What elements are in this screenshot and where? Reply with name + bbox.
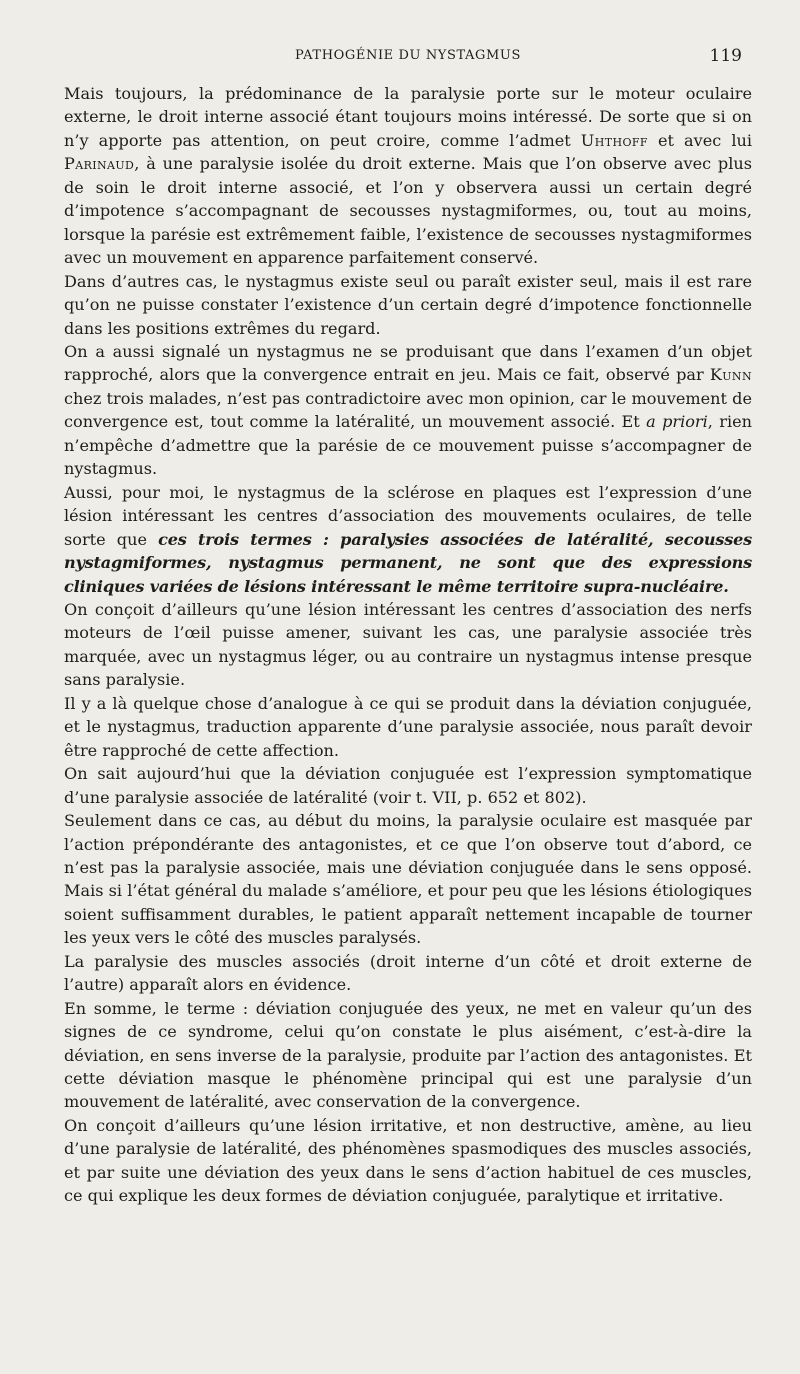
paragraph-4-text-a: Aussi, pour moi, le nystagmus de la sclérose en plaques est l’expression d’une lésion intéressant les centres d’association des mouvements oculaires, de telle sorte que: [64, 482, 752, 549]
paragraph-5: [64, 598, 752, 692]
paragraph-5-text: On conçoit d’ailleurs qu’une lésion intéressant les centres d’association des nerfs moteurs de l’œil puisse amener, suivant les cas, une paralysie associée très marquée, avec un nystagmus léger, ou au contraire un nystagmus intense presque sans paralysie.: [64, 599, 752, 690]
paragraph-7-text: On sait aujourd’hui que la déviation conjuguée est l’expression symptomatique d’une paralysie associée de latéralité (voir t. VII, p. 652 et 802).: [64, 764, 752, 807]
paragraph-2-text: Dans d’autres cas, le nystagmus existe seul ou paraît exister seul, mais il est rare qu’on ne puisse constater l’existence d’un certain degré d’impotence fonctionnelle dans les positions extrêmes du regard.: [64, 271, 752, 338]
page-number: 119: [709, 46, 742, 66]
paragraph-8: [64, 809, 752, 950]
paragraph-2: [64, 270, 752, 340]
body-text: [64, 82, 752, 1208]
paragraph-3-text-c: , rien n’empêche d’admettre que la parésie de ce mouvement puisse s’accompagner de nystagmus.: [64, 412, 752, 479]
paragraph-6-text: Il y a là quelque chose d’analogue à ce qui se produit dans la déviation conjuguée, et le nystagmus, traduction apparente d’une paralysie associée, nous paraît devoir être rapproché de cette affection.: [64, 693, 752, 760]
paragraph-3-text-b: chez trois malades, n’est pas contradictoire avec mon opinion, car le mouvement de convergence est, tout comme la latéralité, un mouvement associé. Et: [64, 388, 752, 432]
running-title: PATHOGÉNIE DU NYSTAGMUS: [295, 48, 521, 63]
paragraph-4: [64, 481, 752, 598]
paragraph-3-text-a: On a aussi signalé un nystagmus ne se produisant que dans l’examen d’un objet rapproché, alors que la convergence entrait en jeu. Mais ce fait, observé par: [64, 341, 752, 385]
author-uhthoff: Uhthoff: [580, 130, 648, 150]
paragraph-7: [64, 762, 752, 809]
running-head: [64, 48, 752, 70]
paragraph-11: [64, 1114, 752, 1208]
paragraph-1-text-a: Mais toujours, la prédominance de la paralysie porte sur le moteur oculaire externe, le droit interne associé étant toujours moins intéressé. De sorte que si on n’y apporte pas attention, on peut croire, comme l’admet: [64, 84, 752, 150]
paragraph-9-text: La paralysie des muscles associés (droit interne d’un côté et droit externe de l’autre) apparaît alors en évidence.: [64, 951, 752, 995]
paragraph-3: [64, 340, 752, 481]
paragraph-10: [64, 997, 752, 1114]
paragraph-1: [64, 82, 752, 270]
paragraph-6: [64, 692, 752, 762]
latin-a-priori: a priori: [646, 412, 708, 432]
paragraph-4-emphasis: ces trois termes : paralysies associées de latéralité, secousses nystagmiformes, nystagmus permanent, ne sont que des expressions cliniques variées de lésions intéressant le même territoire supra-nucléaire.: [64, 529, 752, 596]
paragraph-1-text-b: et avec lui: [647, 130, 752, 150]
paragraph-8-text: Seulement dans ce cas, au début du moins, la paralysie oculaire est masquée par l’action prépondérante des antagonistes, et ce que l’on observe tout d’abord, ce n’est pas la paralysie associée, mais une déviation conjuguée dans le sens opposé. Mais si l’état général du malade s’améliore, et pour peu que les lésions étiologiques soient suffisamment durables, le patient apparaît nettement incapable de tourner les yeux vers le côté des muscles paralysés.: [64, 811, 752, 948]
paragraph-10-text: En somme, le terme : déviation conjuguée des yeux, ne met en valeur qu’un des signes de ce syndrome, celui qu’on constate le plus aisément, c’est-à-dire la déviation, en sens inverse de la paralysie, produite par l’action des antagonistes. Et cette déviation masque le phénomène principal qui est une paralysie d’un mouvement de latéralité, avec conservation de la convergence.: [64, 998, 752, 1112]
author-parinaud: Parinaud: [64, 154, 135, 174]
paragraph-9: [64, 950, 752, 997]
paragraph-1-text-c: , à une paralysie isolée du droit externe. Mais que l’on observe avec plus de soin le droit interne associé, et l’on y observera aussi un certain degré d’impotence s’accompagnant de secousses nystagmiformes, ou, tout au moins, lorsque la parésie est extrêmement faible, l’existence de secousses nystagmiformes avec un mouvement en apparence parfaitement conservé.: [64, 154, 752, 268]
author-kunn: Kunn: [709, 365, 752, 385]
paragraph-11-text: On conçoit d’ailleurs qu’une lésion irritative, et non destructive, amène, au lieu d’une paralysie de latéralité, des phénomènes spasmodiques des muscles associés, et par suite une déviation des yeux dans le sens d’action habituel de ces muscles, ce qui explique les deux formes de déviation conjuguée, paralytique et irritative.: [64, 1115, 752, 1206]
